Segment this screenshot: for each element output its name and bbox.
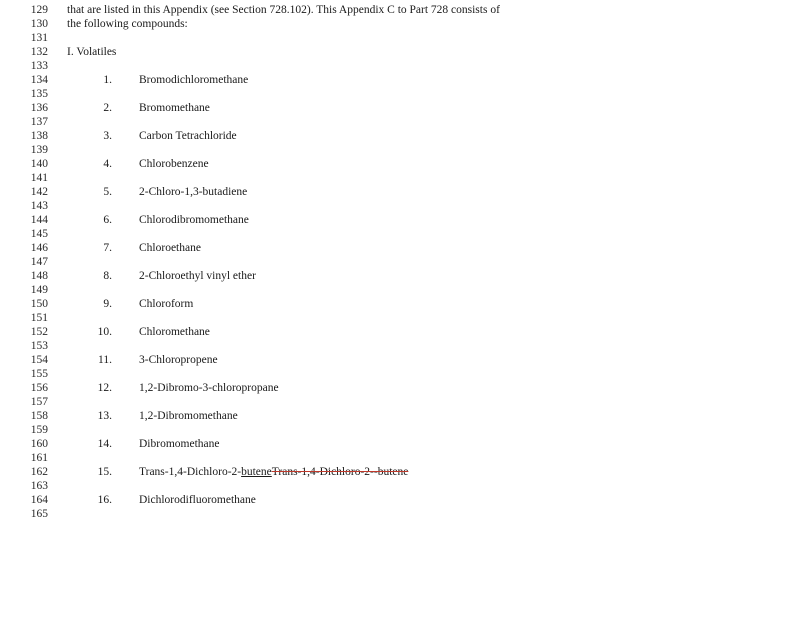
item-number: 3. bbox=[103, 130, 112, 142]
intro-text-line-1: that are listed in this Appendix (see Section 728.102). This Appendix C to Part 728 consists of bbox=[67, 4, 500, 16]
line-number: 153 bbox=[30, 340, 48, 352]
line-number: 139 bbox=[30, 144, 48, 156]
section-heading: I. Volatiles bbox=[67, 46, 117, 58]
line-number: 144 bbox=[30, 214, 48, 226]
compound-name: Chloroethane bbox=[139, 242, 201, 254]
line-number: 163 bbox=[30, 480, 48, 492]
item-number: 5. bbox=[103, 186, 112, 198]
item-number: 11. bbox=[98, 354, 112, 366]
compound-name: Carbon Tetrachloride bbox=[139, 130, 237, 142]
compound-name: Dibromomethane bbox=[139, 438, 220, 450]
line-number: 151 bbox=[30, 312, 48, 324]
compound-name-tracked-change bbox=[139, 465, 408, 479]
line-number: 145 bbox=[30, 228, 48, 240]
line-number: 155 bbox=[30, 368, 48, 380]
item-number: 16. bbox=[97, 494, 112, 506]
deleted-text: Trans-1,4-Dichloro-2--butene bbox=[271, 466, 409, 478]
line-number: 159 bbox=[30, 424, 48, 436]
name-prefix: Trans-1,4-Dichloro-2- bbox=[139, 466, 242, 478]
item-number: 12. bbox=[97, 382, 112, 394]
inserted-text: butene bbox=[241, 466, 272, 478]
compound-name: 1,2-Dibromomethane bbox=[139, 410, 238, 422]
line-number: 129 bbox=[30, 4, 48, 16]
line-number: 134 bbox=[30, 74, 48, 86]
line-number: 132 bbox=[30, 46, 48, 58]
compound-name: Bromomethane bbox=[139, 102, 210, 114]
item-number: 8. bbox=[103, 270, 112, 282]
line-number: 137 bbox=[30, 116, 48, 128]
line-number: 142 bbox=[30, 186, 48, 198]
item-number: 7. bbox=[103, 242, 112, 254]
item-number: 1. bbox=[103, 74, 112, 86]
line-number: 164 bbox=[30, 494, 48, 506]
compound-name: Bromodichloromethane bbox=[139, 74, 249, 86]
line-number: 135 bbox=[30, 88, 48, 100]
compound-name: Chlorobenzene bbox=[139, 158, 209, 170]
line-number: 138 bbox=[30, 130, 48, 142]
item-number: 15. bbox=[97, 466, 112, 478]
line-number: 133 bbox=[30, 60, 48, 72]
compound-name: Chlorodibromomethane bbox=[139, 214, 249, 226]
line-number: 149 bbox=[30, 284, 48, 296]
item-number: 13. bbox=[97, 410, 112, 422]
compound-name: Chloroform bbox=[139, 298, 194, 310]
compound-name: Dichlorodifluoromethane bbox=[139, 494, 256, 506]
item-number: 14. bbox=[97, 438, 112, 450]
compound-name: 1,2-Dibromo-3-chloropropane bbox=[139, 382, 279, 394]
line-number: 156 bbox=[30, 382, 48, 394]
line-number: 154 bbox=[30, 354, 48, 366]
line-number: 152 bbox=[30, 326, 48, 338]
compound-name: 2-Chloro-1,3-butadiene bbox=[139, 186, 248, 198]
line-number: 161 bbox=[30, 452, 48, 464]
line-number: 147 bbox=[30, 256, 48, 268]
compound-name: Chloromethane bbox=[139, 326, 210, 338]
line-number: 136 bbox=[30, 102, 48, 114]
item-number: 10. bbox=[97, 326, 112, 338]
line-number: 143 bbox=[30, 200, 48, 212]
line-number: 146 bbox=[30, 242, 48, 254]
line-number: 150 bbox=[30, 298, 48, 310]
item-number: 2. bbox=[103, 102, 112, 114]
line-number: 141 bbox=[30, 172, 48, 184]
line-number: 160 bbox=[30, 438, 48, 450]
line-number: 158 bbox=[30, 410, 48, 422]
line-number: 157 bbox=[30, 396, 48, 408]
line-number: 148 bbox=[30, 270, 48, 282]
line-number: 130 bbox=[30, 18, 48, 30]
line-number: 131 bbox=[30, 32, 48, 44]
compound-name: 3-Chloropropene bbox=[139, 354, 218, 366]
compound-name: 2-Chloroethyl vinyl ether bbox=[139, 270, 256, 282]
line-number: 162 bbox=[30, 466, 48, 478]
item-number: 6. bbox=[103, 214, 112, 226]
item-number: 4. bbox=[103, 158, 112, 170]
line-number: 165 bbox=[30, 508, 48, 520]
line-number: 140 bbox=[30, 158, 48, 170]
intro-text-line-2: the following compounds: bbox=[67, 18, 188, 30]
item-number: 9. bbox=[103, 298, 112, 310]
